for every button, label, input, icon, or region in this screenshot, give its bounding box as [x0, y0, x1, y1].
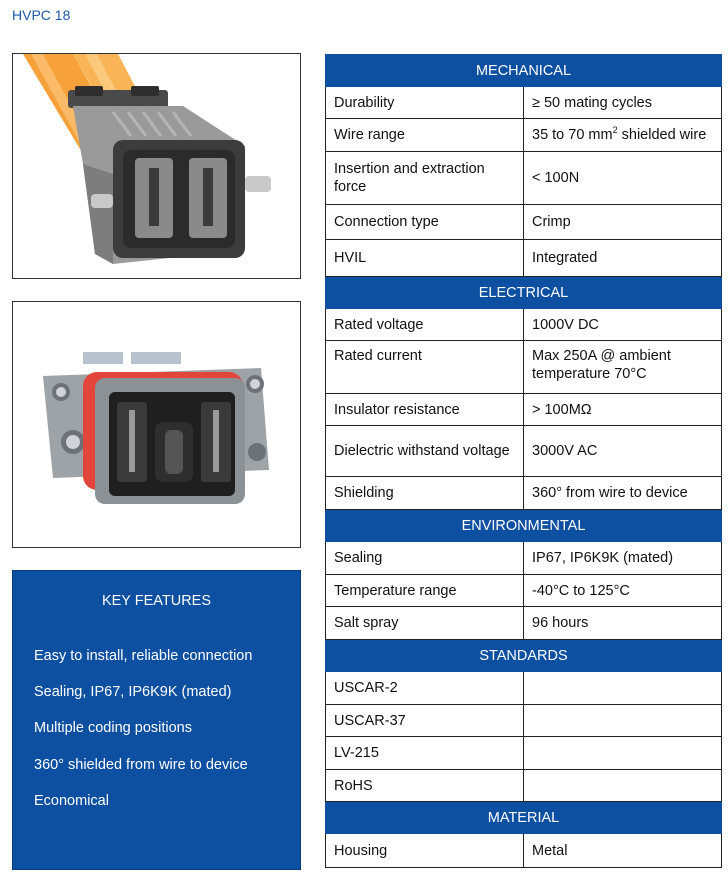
- spec-label: Insulator resistance: [326, 394, 524, 426]
- spec-label: RoHS: [326, 770, 524, 802]
- spec-label: Rated current: [326, 341, 524, 394]
- table-row: [326, 309, 722, 341]
- table-row: [326, 737, 722, 770]
- key-feature-item: 360° shielded from wire to device: [34, 757, 248, 773]
- spec-label: Dielectric withstand voltage: [326, 426, 524, 477]
- spec-label: Temperature range: [326, 575, 524, 607]
- spec-value: 360° from wire to device: [524, 477, 722, 510]
- table-row: [326, 834, 722, 868]
- spec-value: ≥ 50 mating cycles: [524, 87, 722, 119]
- table-row: [326, 477, 722, 510]
- spec-value: Metal: [524, 834, 722, 868]
- key-feature-item: Easy to install, reliable connection: [34, 648, 253, 664]
- table-row: [326, 426, 722, 477]
- table-row: [326, 672, 722, 705]
- table-row: [326, 205, 722, 240]
- table-row: [326, 575, 722, 607]
- header-connector-image: [12, 301, 301, 548]
- table-row: [326, 770, 722, 802]
- spec-value: IP67, IP6K9K (mated): [524, 542, 722, 575]
- section-header-standards: STANDARDS: [326, 640, 722, 672]
- spec-label: Rated voltage: [326, 309, 524, 341]
- spec-value: 3000V AC: [524, 426, 722, 477]
- spec-value: 35 to 70 $mm^2$ shielded wire: [524, 119, 722, 152]
- plug-connector-image: [12, 53, 301, 279]
- spec-label: Sealing: [326, 542, 524, 575]
- spec-value: [524, 672, 722, 705]
- spec-value: 96 hours: [524, 607, 722, 640]
- table-row: [326, 394, 722, 426]
- spec-label: Housing: [326, 834, 524, 868]
- spec-label: USCAR-37: [326, 705, 524, 737]
- table-row: [326, 152, 722, 205]
- spec-label: Salt spray: [326, 607, 524, 640]
- spec-value: Crimp: [524, 205, 722, 240]
- spec-table: [325, 54, 722, 868]
- spec-label: LV-215: [326, 737, 524, 770]
- table-row: [326, 87, 722, 119]
- table-row: [326, 542, 722, 575]
- spec-label: Shielding: [326, 477, 524, 510]
- table-row: [326, 240, 722, 277]
- section-header-mechanical: MECHANICAL: [326, 55, 722, 87]
- page-title: HVPC 18: [12, 7, 71, 23]
- section-header-electrical: ELECTRICAL: [326, 277, 722, 309]
- spec-value: [524, 705, 722, 737]
- spec-value: [524, 737, 722, 770]
- section-header-material: MATERIAL: [326, 802, 722, 834]
- spec-label: Insertion and extraction force: [326, 152, 524, 205]
- key-feature-item: Economical: [34, 793, 109, 809]
- spec-label: Wire range: [326, 119, 524, 152]
- spec-value: [524, 770, 722, 802]
- table-row: [326, 119, 722, 152]
- spec-value: > 100MΩ: [524, 394, 722, 426]
- spec-value: Integrated: [524, 240, 722, 277]
- spec-label: HVIL: [326, 240, 524, 277]
- spec-value: < 100N: [524, 152, 722, 205]
- spec-label: USCAR-2: [326, 672, 524, 705]
- spec-value: -40°C to 125°C: [524, 575, 722, 607]
- spec-value: 1000V DC: [524, 309, 722, 341]
- table-row: [326, 341, 722, 394]
- key-features-title: KEY FEATURES: [101, 593, 212, 609]
- spec-value: Max 250A @ ambient temperature 70°C: [524, 341, 722, 394]
- key-feature-item: Multiple coding positions: [34, 720, 192, 736]
- key-features-panel: [12, 570, 301, 870]
- section-header-environmental: ENVIRONMENTAL: [326, 510, 722, 542]
- spec-label: Connection type: [326, 205, 524, 240]
- table-row: [326, 705, 722, 737]
- spec-label: Durability: [326, 87, 524, 119]
- key-feature-item: Sealing, IP67, IP6K9K (mated): [34, 684, 232, 700]
- table-row: [326, 607, 722, 640]
